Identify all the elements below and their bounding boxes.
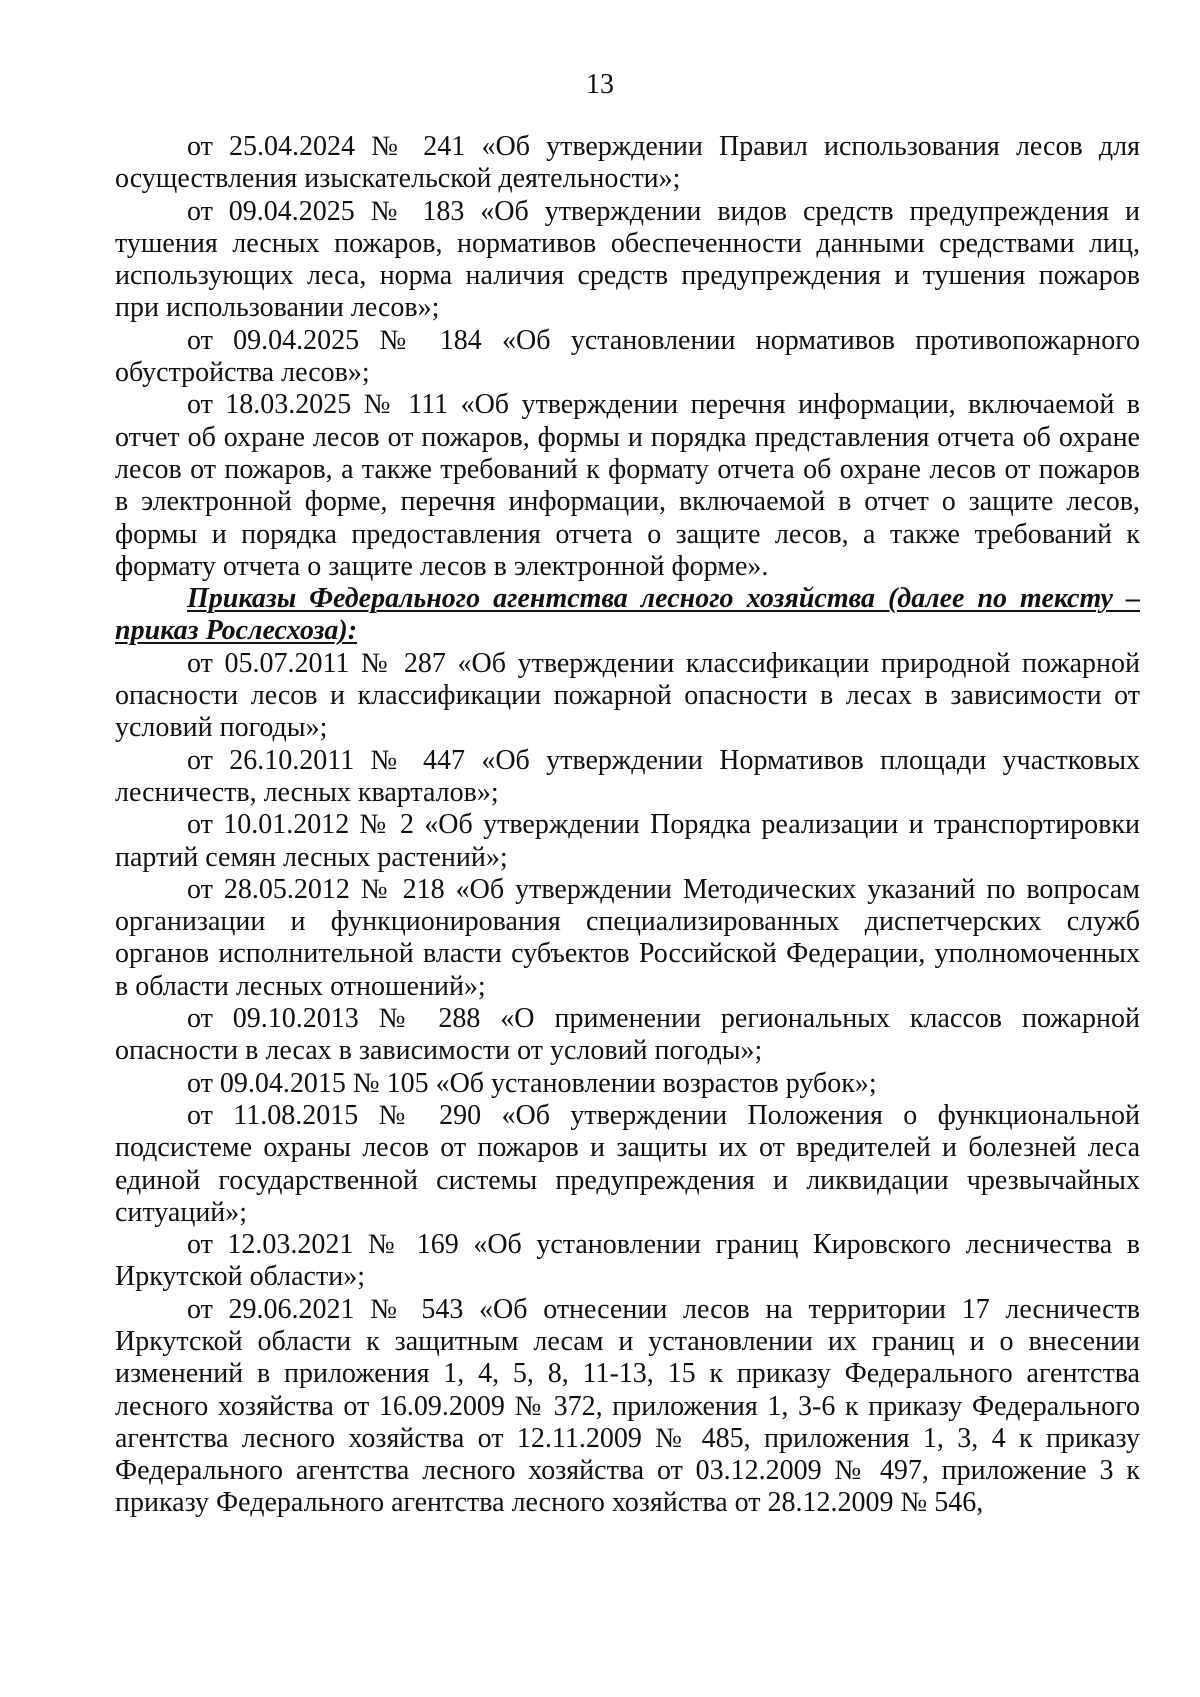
order-item: от 12.03.2021 № 169 «Об установлении границ Кировского лесничества в Иркутской области»; (115, 1229, 1140, 1293)
order-item: от 05.07.2011 № 287 «Об утверждении классификации природной пожарной опасности лесов и классификации пожарной опасности в лесах в зависимости от условий погоды»; (115, 647, 1140, 744)
order-item: от 29.06.2021 № 543 «Об отнесении лесов на территории 17 лесничеств Иркутской области к защитным лесам и установлении их границ и о внесении изменений в приложения 1, 4, 5, 8, 11-13, 15 к приказу Федерального агентства лесного хозяйства от 16.09.2009 № 372, приложения 1, 3-6 к приказу Федерального агентства лесного хозяйства от 12.11.2009 № 485, приложения 1, 3, 4 к приказу Федерального агентства лесного хозяйства от 03.12.2009 № 497, приложение 3 к приказу Федерального агентства лесного хозяйства от 28.12.2009 № 546, (115, 1293, 1140, 1519)
order-item: от 09.04.2025 № 183 «Об утверждении видов средств предупреждения и тушения лесных пожаров, нормативов обеспеченности данными средствами лиц, использующих леса, норма наличия средств предупреждения и тушения пожаров при использовании лесов»; (115, 195, 1140, 324)
order-item: от 09.10.2013 № 288 «О применении региональных классов пожарной опасности в лесах в зависимости от условий погоды»; (115, 1003, 1140, 1067)
order-item: от 09.04.2025 № 184 «Об установлении нормативов противопожарного обустройства лесов»; (115, 324, 1140, 389)
order-item: от 25.04.2024 № 241 «Об утверждении Правил использования лесов для осуществления изыскательской деятельности»; (115, 131, 1140, 195)
page-number: 13 (586, 69, 614, 100)
order-item: от 28.05.2012 № 218 «Об утверждении Методических указаний по вопросам организации и функционирования специализированных диспетчерских служб органов исполнительной власти субъектов Российской Федерации, уполномоченных в области лесных отношений»; (115, 873, 1140, 1002)
section-heading: Приказы Федерального агентства лесного хозяйства (далее по тексту – приказ Рослесхоза): (115, 583, 1140, 647)
order-item: от 11.08.2015 № 290 «Об утверждении Положения о функциональной подсистеме охраны лесов от пожаров и защиты их от вредителей и болезней леса единой государственной системы предупреждения и ликвидации чрезвычайных ситуаций»; (115, 1099, 1140, 1228)
document-body (115, 131, 1140, 1520)
order-item: от 10.01.2012 № 2 «Об утверждении Порядка реализации и транспортировки партий семян лесных растений»; (115, 809, 1140, 873)
order-item: от 09.04.2015 № 105 «Об установлении возрастов рубок»; (187, 1067, 877, 1099)
order-item: от 26.10.2011 № 447 «Об утверждении Нормативов площади участковых лесничеств, лесных кварталов»; (115, 744, 1140, 808)
order-item: от 18.03.2025 № 111 «Об утверждении перечня информации, включаемой в отчет об охране лесов от пожаров, формы и порядка представления отчета об охране лесов от пожаров, а также требований к формату отчета об охране лесов от пожаров в электронной форме, перечня информации, включаемой в отчет о защите лесов, формы и порядка предоставления отчета о защите лесов, а также требований к формату отчета о защите лесов в электронной форме». (115, 389, 1140, 582)
